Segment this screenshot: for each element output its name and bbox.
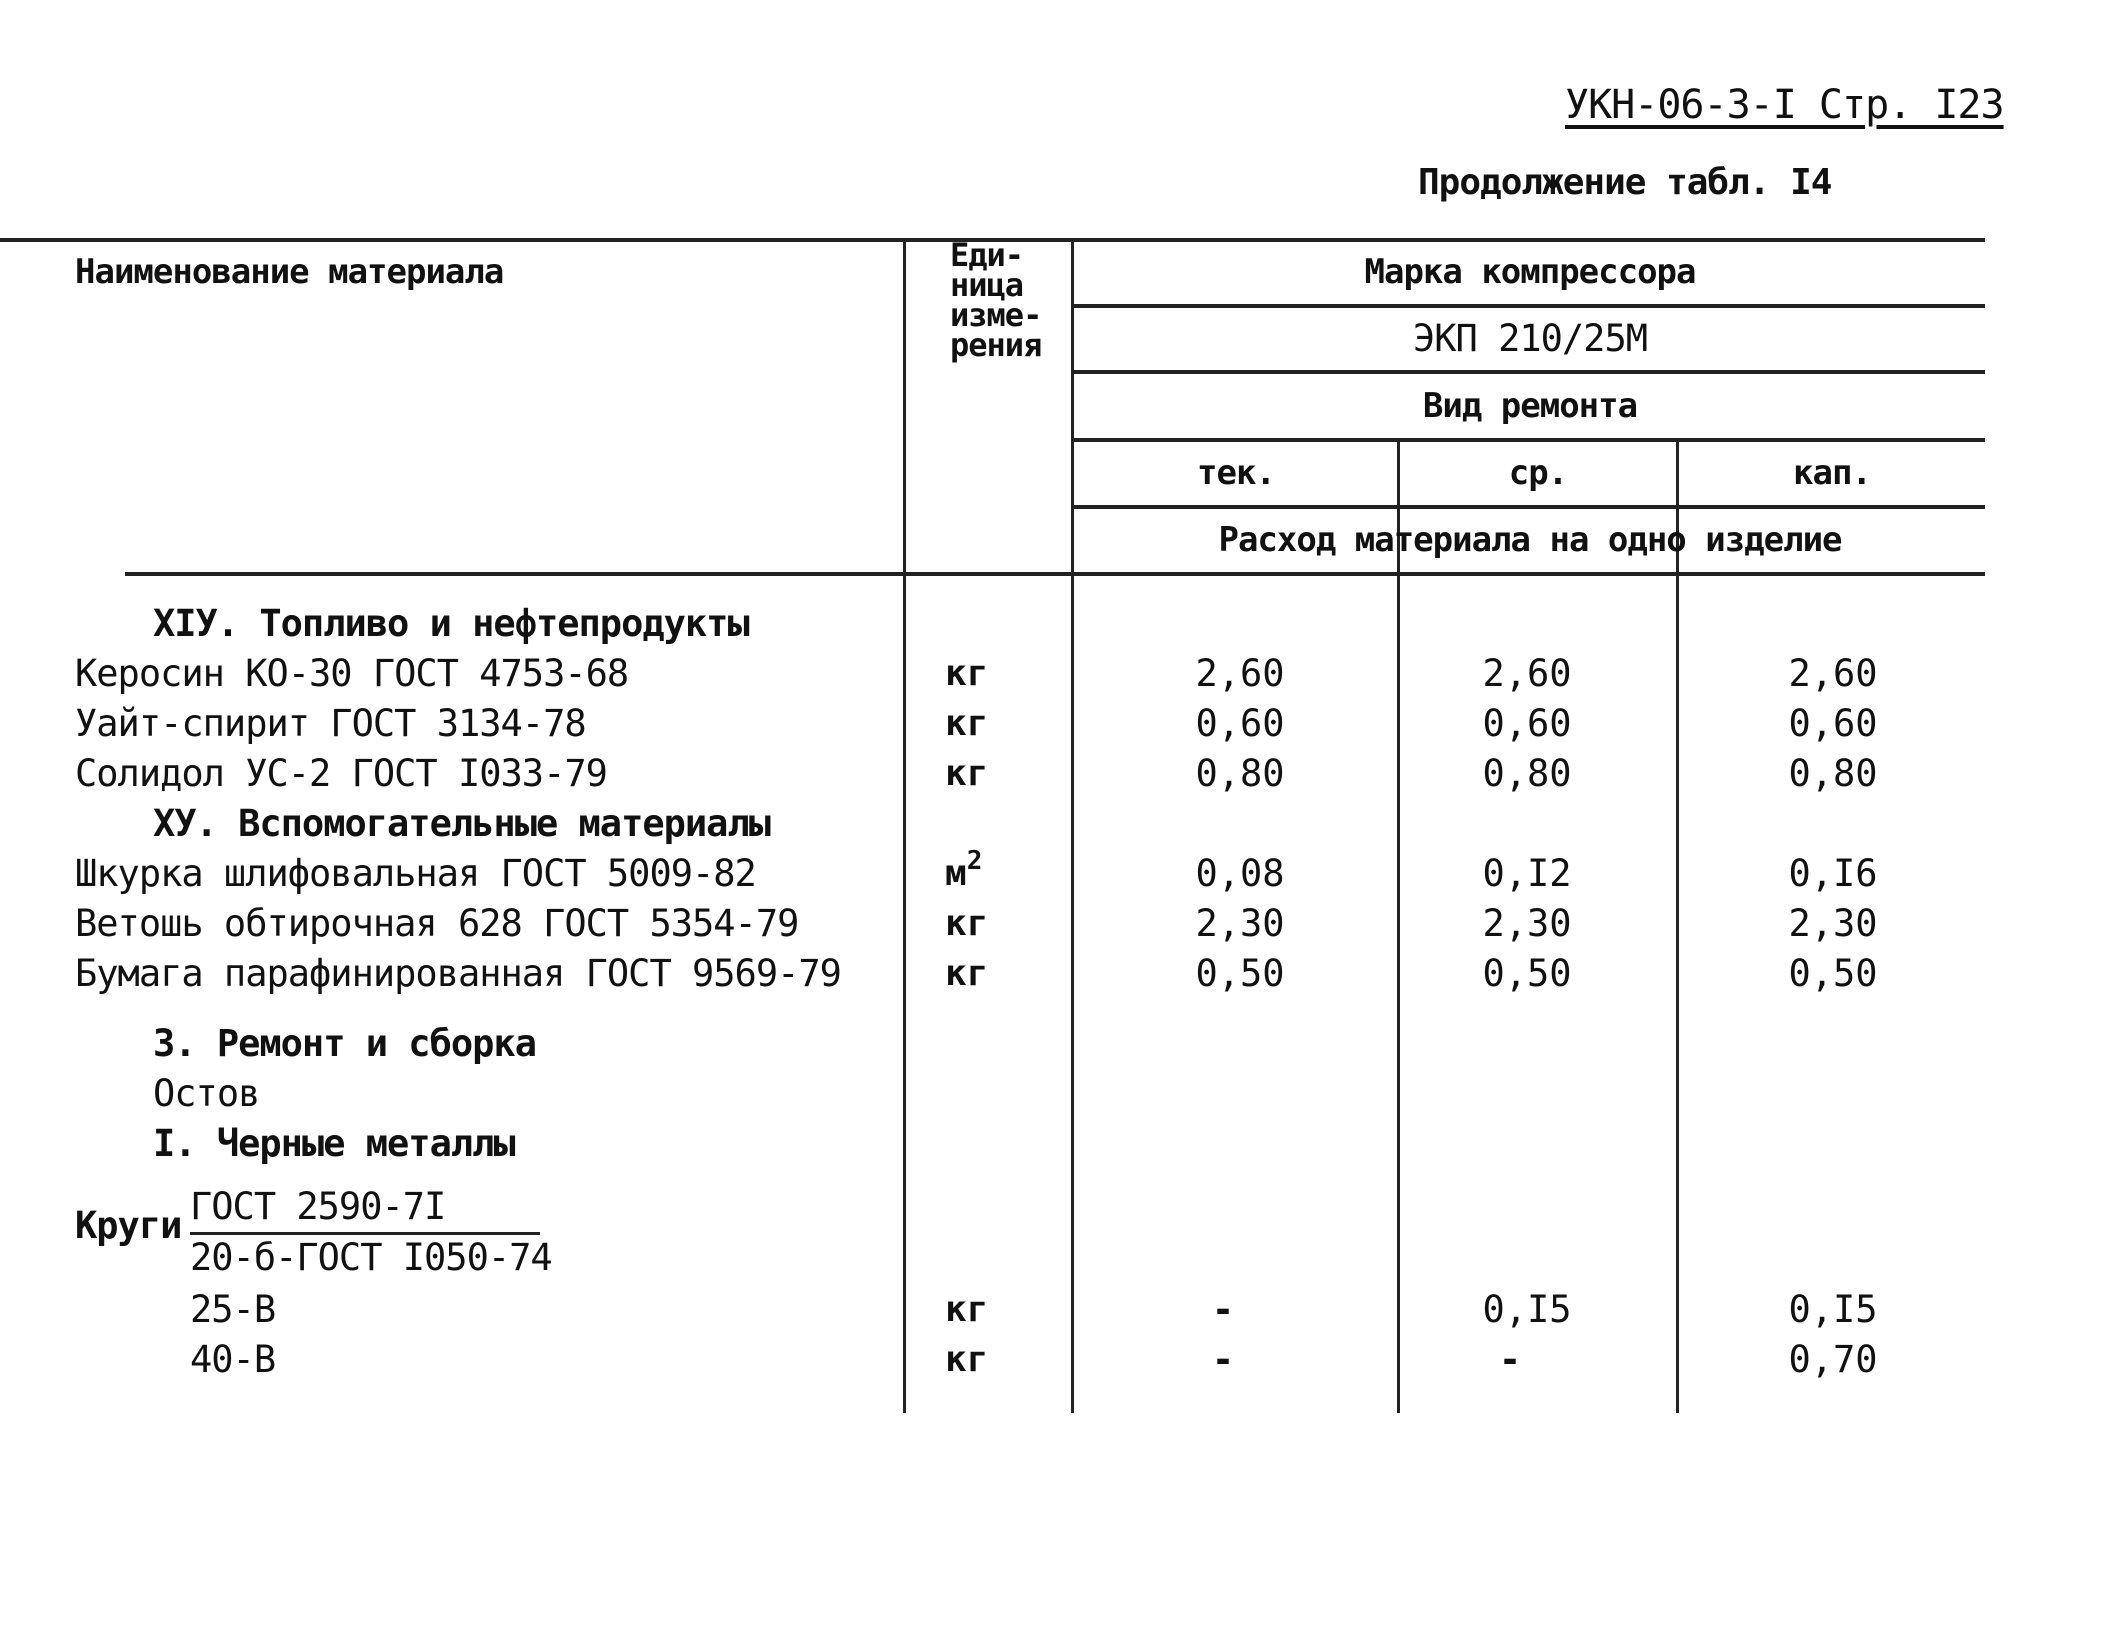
table-row-name: Бумага парафинированная ГОСТ 9569-79 <box>75 952 841 995</box>
table-row-name: Уайт-спирит ГОСТ 3134-78 <box>75 702 586 745</box>
section-title-repair-assembly: 3. Ремонт и сборка <box>153 1022 536 1065</box>
value-kap: 0,I5 <box>1788 1288 1878 1331</box>
value-sr: 0,50 <box>1482 952 1572 995</box>
col-divider-unit-values <box>1071 238 1074 1413</box>
value-tek: 0,60 <box>1195 702 1285 745</box>
column-header-unit: Еди- ница изме- рения <box>950 236 1042 364</box>
col-divider-tek-sr <box>1397 438 1400 1413</box>
gost-fraction-denominator: 20-б-ГОСТ I050-74 <box>190 1236 552 1279</box>
value-sr: - <box>1498 1338 1522 1381</box>
value-kap: 0,60 <box>1788 702 1878 745</box>
value-kap: 0,80 <box>1788 752 1878 795</box>
document-code: УКН-06-3-I Стр. I23 <box>1565 82 2004 128</box>
unit-superscript: 2 <box>966 846 983 876</box>
table-row-unit: кг <box>945 1339 989 1380</box>
value-tek: 0,08 <box>1195 852 1285 895</box>
value-tek: - <box>1211 1288 1235 1331</box>
table-row-name: Керосин КО-30 ГОСТ 4753-68 <box>75 652 629 695</box>
section-title-auxiliary: XУ. Вспомогательные материалы <box>153 802 771 845</box>
table-row-name: Шкурка шлифовальная ГОСТ 5009-82 <box>75 852 756 895</box>
value-tek: 0,80 <box>1195 752 1285 795</box>
table-row-name: 40-В <box>190 1338 276 1381</box>
value-sr: 2,30 <box>1482 902 1572 945</box>
gost-fraction-numerator: ГОСТ 2590-7I <box>190 1185 540 1235</box>
value-tek: - <box>1211 1338 1235 1381</box>
krugi-label: Круги <box>75 1204 182 1247</box>
subsection-title-frame: Остов <box>153 1072 260 1115</box>
value-kap: 0,50 <box>1788 952 1878 995</box>
value-kap: 0,70 <box>1788 1338 1878 1381</box>
table-row-unit: $м^2$ <box>945 846 983 894</box>
value-sr: 0,I5 <box>1482 1288 1572 1331</box>
value-sr: 0,60 <box>1482 702 1572 745</box>
value-kap: 0,I6 <box>1788 852 1878 895</box>
table-row-unit: кг <box>945 753 989 794</box>
repair-type-label: Вид ремонта <box>1422 386 1638 426</box>
repair-type-sr: ср. <box>1508 453 1568 493</box>
value-sr: 0,I2 <box>1482 852 1572 895</box>
table-row-unit: кг <box>945 1289 989 1330</box>
compressor-model: ЭКП 210/25М <box>1412 317 1648 360</box>
rule-below-repair-type <box>1073 438 1985 442</box>
table-row-unit: кг <box>945 703 989 744</box>
value-kap: 2,30 <box>1788 902 1878 945</box>
consumption-label: Расход материала на одно изделие <box>1218 520 1842 560</box>
repair-type-tek: тек. <box>1197 453 1275 493</box>
table-row-unit: кг <box>945 953 989 994</box>
col-divider-name-unit <box>903 238 906 1413</box>
rule-below-subcols <box>1073 505 1985 509</box>
value-sr: 0,80 <box>1482 752 1572 795</box>
value-tek: 0,50 <box>1195 952 1285 995</box>
table-row-name: Солидол УС-2 ГОСТ I033-79 <box>75 752 607 795</box>
section-title-fuel: XIУ. Топливо и нефтепродукты <box>153 602 749 645</box>
column-header-name: Наименование материала <box>75 252 504 292</box>
table-row-name: Ветошь обтирочная 628 ГОСТ 5354-79 <box>75 902 799 945</box>
rule-below-brand <box>1073 304 1985 308</box>
rule-below-model <box>1073 370 1985 374</box>
value-kap: 2,60 <box>1788 652 1878 695</box>
table-row-name: 25-В <box>190 1288 276 1331</box>
header-bottom-rule <box>125 572 1985 576</box>
repair-type-kap: кап. <box>1793 453 1871 493</box>
value-sr: 2,60 <box>1482 652 1572 695</box>
value-tek: 2,30 <box>1195 902 1285 945</box>
subsection-title-ferrous-metals: I. Черные металлы <box>153 1122 515 1165</box>
compressor-brand-label: Марка компрессора <box>1364 252 1696 292</box>
table-row-unit: кг <box>945 903 989 944</box>
table-continuation-label: Продолжение табл. I4 <box>1418 162 1832 203</box>
col-divider-sr-kap <box>1676 438 1679 1413</box>
table-row-unit: кг <box>945 653 989 694</box>
value-tek: 2,60 <box>1195 652 1285 695</box>
